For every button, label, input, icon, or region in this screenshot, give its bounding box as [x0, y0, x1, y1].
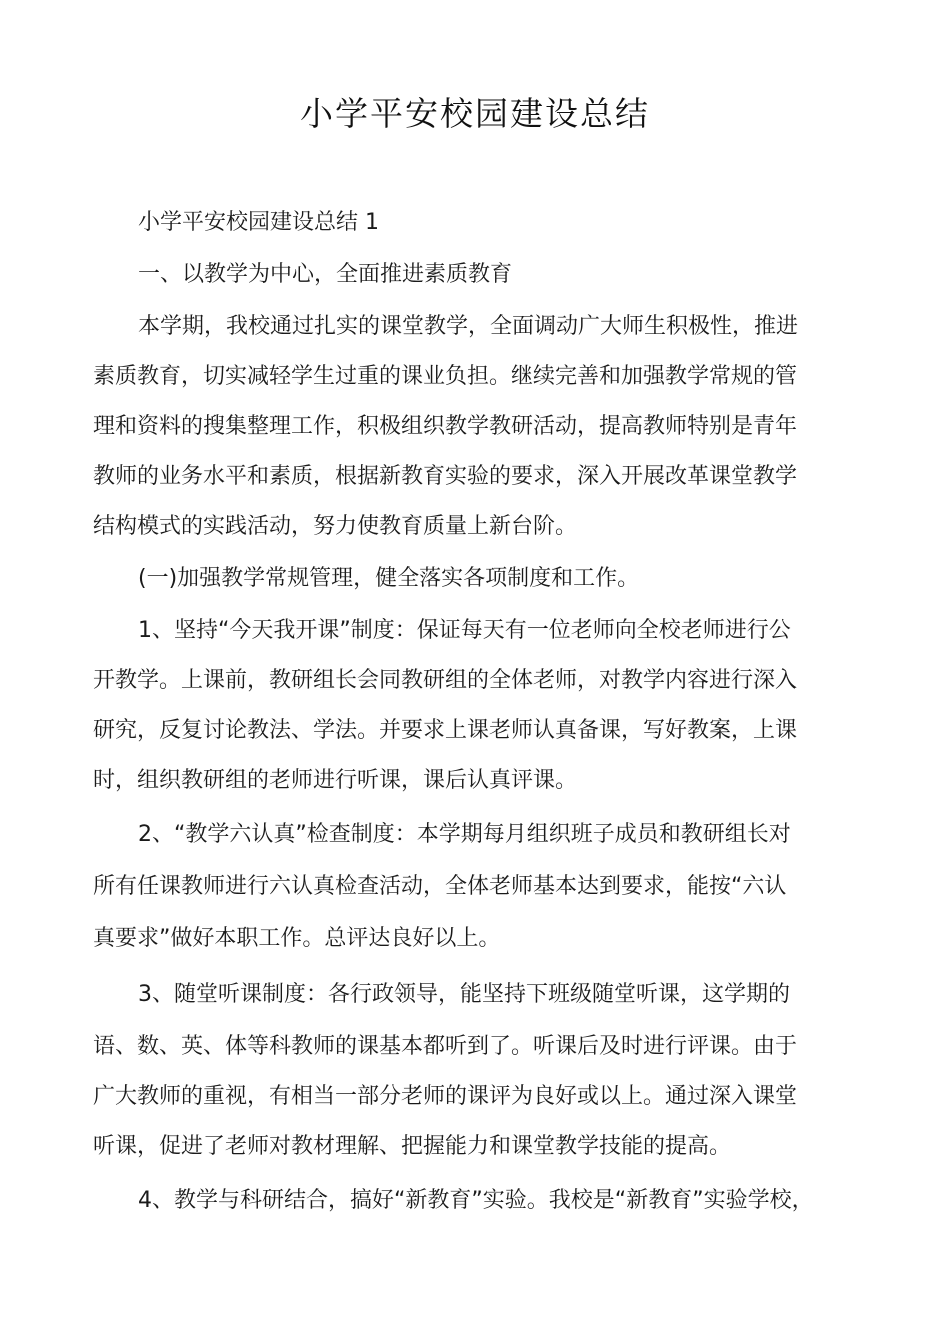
paragraph-line: 所有任课教师进行六认真检查活动，全体老师基本达到要求，能按“六认 — [93, 874, 787, 899]
paragraph-line: (一)加强教学常规管理，健全落实各项制度和工作。 — [138, 566, 640, 591]
paragraph-line: 本学期，我校通过扎实的课堂教学，全面调动广大师生积极性，推进 — [138, 314, 799, 339]
paragraph-line: 真要求”做好本职工作。总评达良好以上。 — [93, 926, 501, 951]
paragraph-line: 语、数、英、体等科教师的课基本都听到了。听课后及时进行评课。由于 — [93, 1034, 798, 1059]
paragraph-line: 结构模式的实践活动，努力使教育质量上新台阶。 — [93, 514, 578, 539]
paragraph-line: 开教学。上课前，教研组长会同教研组的全体老师，对教学内容进行深入 — [93, 668, 798, 693]
paragraph-line: 教师的业务水平和素质，根据新教育实验的要求，深入开展改革课堂教学 — [93, 464, 798, 489]
document-title: 小学平安校园建设总结 — [300, 94, 650, 133]
paragraph-line: 2、“教学六认真”检查制度：本学期每月组织班子成员和教研组长对 — [138, 822, 791, 847]
paragraph-line: 时，组织教研组的老师进行听课，课后认真评课。 — [93, 768, 578, 793]
paragraph-line: 1、坚持“今天我开课”制度：保证每天有一位老师向全校老师进行公 — [138, 618, 791, 643]
paragraph-line: 4、教学与科研结合，搞好“新教育”实验。我校是“新教育”实验学校， — [138, 1188, 814, 1213]
paragraph-line: 素质教育，切实减轻学生过重的课业负担。继续完善和加强教学常规的管 — [93, 364, 798, 389]
paragraph-line: 听课，促进了老师对教材理解、把握能力和课堂教学技能的提高。 — [93, 1134, 732, 1159]
paragraph-line: 3、随堂听课制度：各行政领导，能坚持下班级随堂听课，这学期的 — [138, 982, 790, 1007]
paragraph-line: 广大教师的重视，有相当一部分老师的课评为良好或以上。通过深入课堂 — [93, 1084, 798, 1109]
paragraph-line: 理和资料的搜集整理工作，积极组织教学教研活动，提高教师特别是青年 — [93, 414, 798, 439]
paragraph-line: 研究，反复讨论教法、学法。并要求上课老师认真备课，写好教案，上课 — [93, 718, 798, 743]
subsection-heading: 一、以教学为中心，全面推进素质教育 — [138, 262, 513, 287]
section-heading: 小学平安校园建设总结 1 — [138, 210, 379, 235]
